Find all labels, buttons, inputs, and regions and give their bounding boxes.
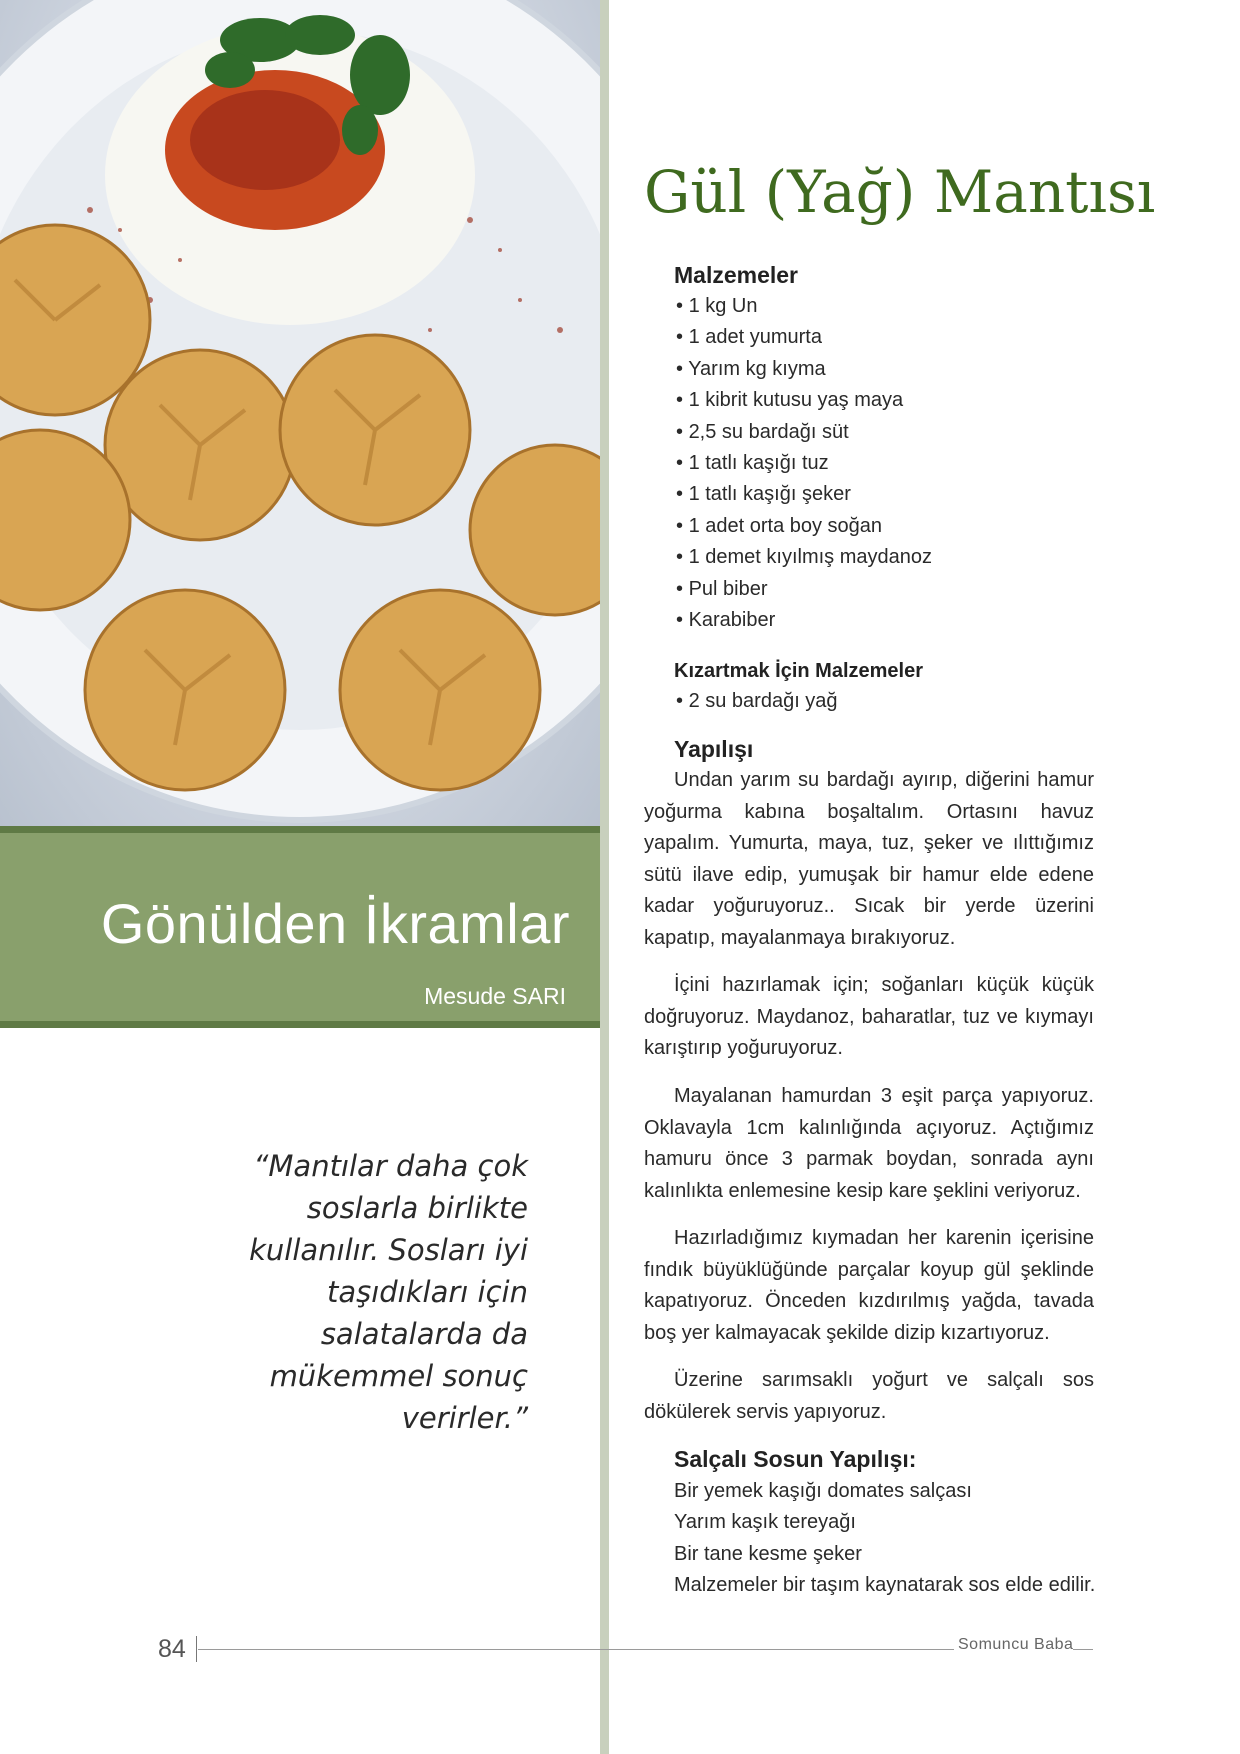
recipe-title: Gül (Yağ) Mantısı bbox=[644, 158, 1156, 226]
method-paragraph: Üzerine sarımsaklı yoğurt ve salçalı sos dökülerek servis yapıyoruz. bbox=[644, 1369, 1094, 1423]
manti-illustration bbox=[0, 0, 600, 826]
method-heading: Yapılışı bbox=[674, 736, 754, 762]
sauce-item: Yarım kaşık tereyağı bbox=[674, 1511, 856, 1534]
method-paragraph: İçini hazırlamak için; soğanları küçük küçük doğruyoruz. Maydanoz, baharatlar, tuz ve kıymayı karıştırıp yoğuruyoruz. bbox=[644, 974, 1094, 1059]
ingredient-item: • 1 adet yumurta bbox=[676, 322, 932, 353]
section-title: Gönülden İkramlar bbox=[100, 892, 570, 955]
method-paragraph: Undan yarım su bardağı ayırıp, diğerini hamur yoğurma kabına boşaltalım. Ortasını havuz yapalım. Yumurta, maya, tuz, şeker ve ılıttığımız sütü ilave edip, yumuşak bir hamur elde edene kadar yoğuruyoruz.. Sıcak bir yerde üzerini kapatıp, mayalanmaya bırakıyoruz. bbox=[644, 769, 1094, 949]
magazine-name: Somuncu Baba bbox=[954, 1636, 1073, 1654]
ingredient-item: • Karabiber bbox=[676, 605, 932, 636]
pull-quote: “Mantılar daha çok soslarla birlikte kullanılır. Sosları iyi taşıdıkları için salatalarda da mükemmel sonuç verirler.” bbox=[249, 1149, 528, 1435]
ingredient-item: • Yarım kg kıyma bbox=[676, 354, 932, 385]
method-paragraph: Hazırladığımız kıymadan her karenin içerisine fındık büyüklüğünde parçalar koyup gül şeklinde kapatıyoruz. Önceden kızdırılmış yağda, tavada boş yer kalmayacak şekilde dizip kızartıyoruz. bbox=[644, 1227, 1094, 1344]
ingredients-heading: Malzemeler bbox=[674, 262, 799, 288]
sauce-item: Bir tane kesme şeker bbox=[674, 1542, 862, 1565]
ingredient-item: • 2,5 su bardağı süt bbox=[676, 417, 932, 448]
frying-heading: Kızartmak İçin Malzemeler bbox=[674, 660, 923, 682]
ingredient-item: • 1 tatlı kaşığı şeker bbox=[676, 479, 932, 510]
sauce-list bbox=[674, 1476, 1095, 1602]
author-name: Mesude SARI bbox=[424, 983, 566, 1009]
ingredient-item: • 1 demet kıyılmış maydanoz bbox=[676, 542, 932, 573]
footer-tick bbox=[196, 1636, 197, 1662]
ingredient-item: • 1 kibrit kutusu yaş maya bbox=[676, 385, 932, 416]
ingredient-item: • 1 adet orta boy soğan bbox=[676, 511, 932, 542]
ingredients-list bbox=[676, 291, 932, 636]
frying-item: • 2 su bardağı yağ bbox=[676, 686, 838, 717]
vertical-divider bbox=[600, 0, 609, 1754]
manti-photo bbox=[0, 0, 600, 826]
ingredient-item: • Pul biber bbox=[676, 574, 932, 605]
sauce-item: Malzemeler bir taşım kaynatarak sos elde edilir. bbox=[674, 1574, 1096, 1597]
page-number: 84 bbox=[158, 1635, 186, 1663]
frying-list bbox=[676, 686, 838, 717]
ingredient-item: • 1 kg Un bbox=[676, 291, 932, 322]
ingredient-item: • 1 tatlı kaşığı tuz bbox=[676, 448, 932, 479]
sauce-item: Bir yemek kaşığı domates salçası bbox=[674, 1480, 972, 1502]
section-band bbox=[0, 826, 600, 1028]
sauce-heading: Salçalı Sosun Yapılışı: bbox=[674, 1446, 917, 1472]
method-paragraph: Mayalanan hamurdan 3 eşit parça yapıyoruz. Oklavayla 1cm kalınlığında açıyoruz. Açtığımız hamuru önce 3 parmak boydan, sonrada aynı kalınlıkta enlemesine kesip kare şeklini veriyoruz. bbox=[644, 1085, 1094, 1202]
